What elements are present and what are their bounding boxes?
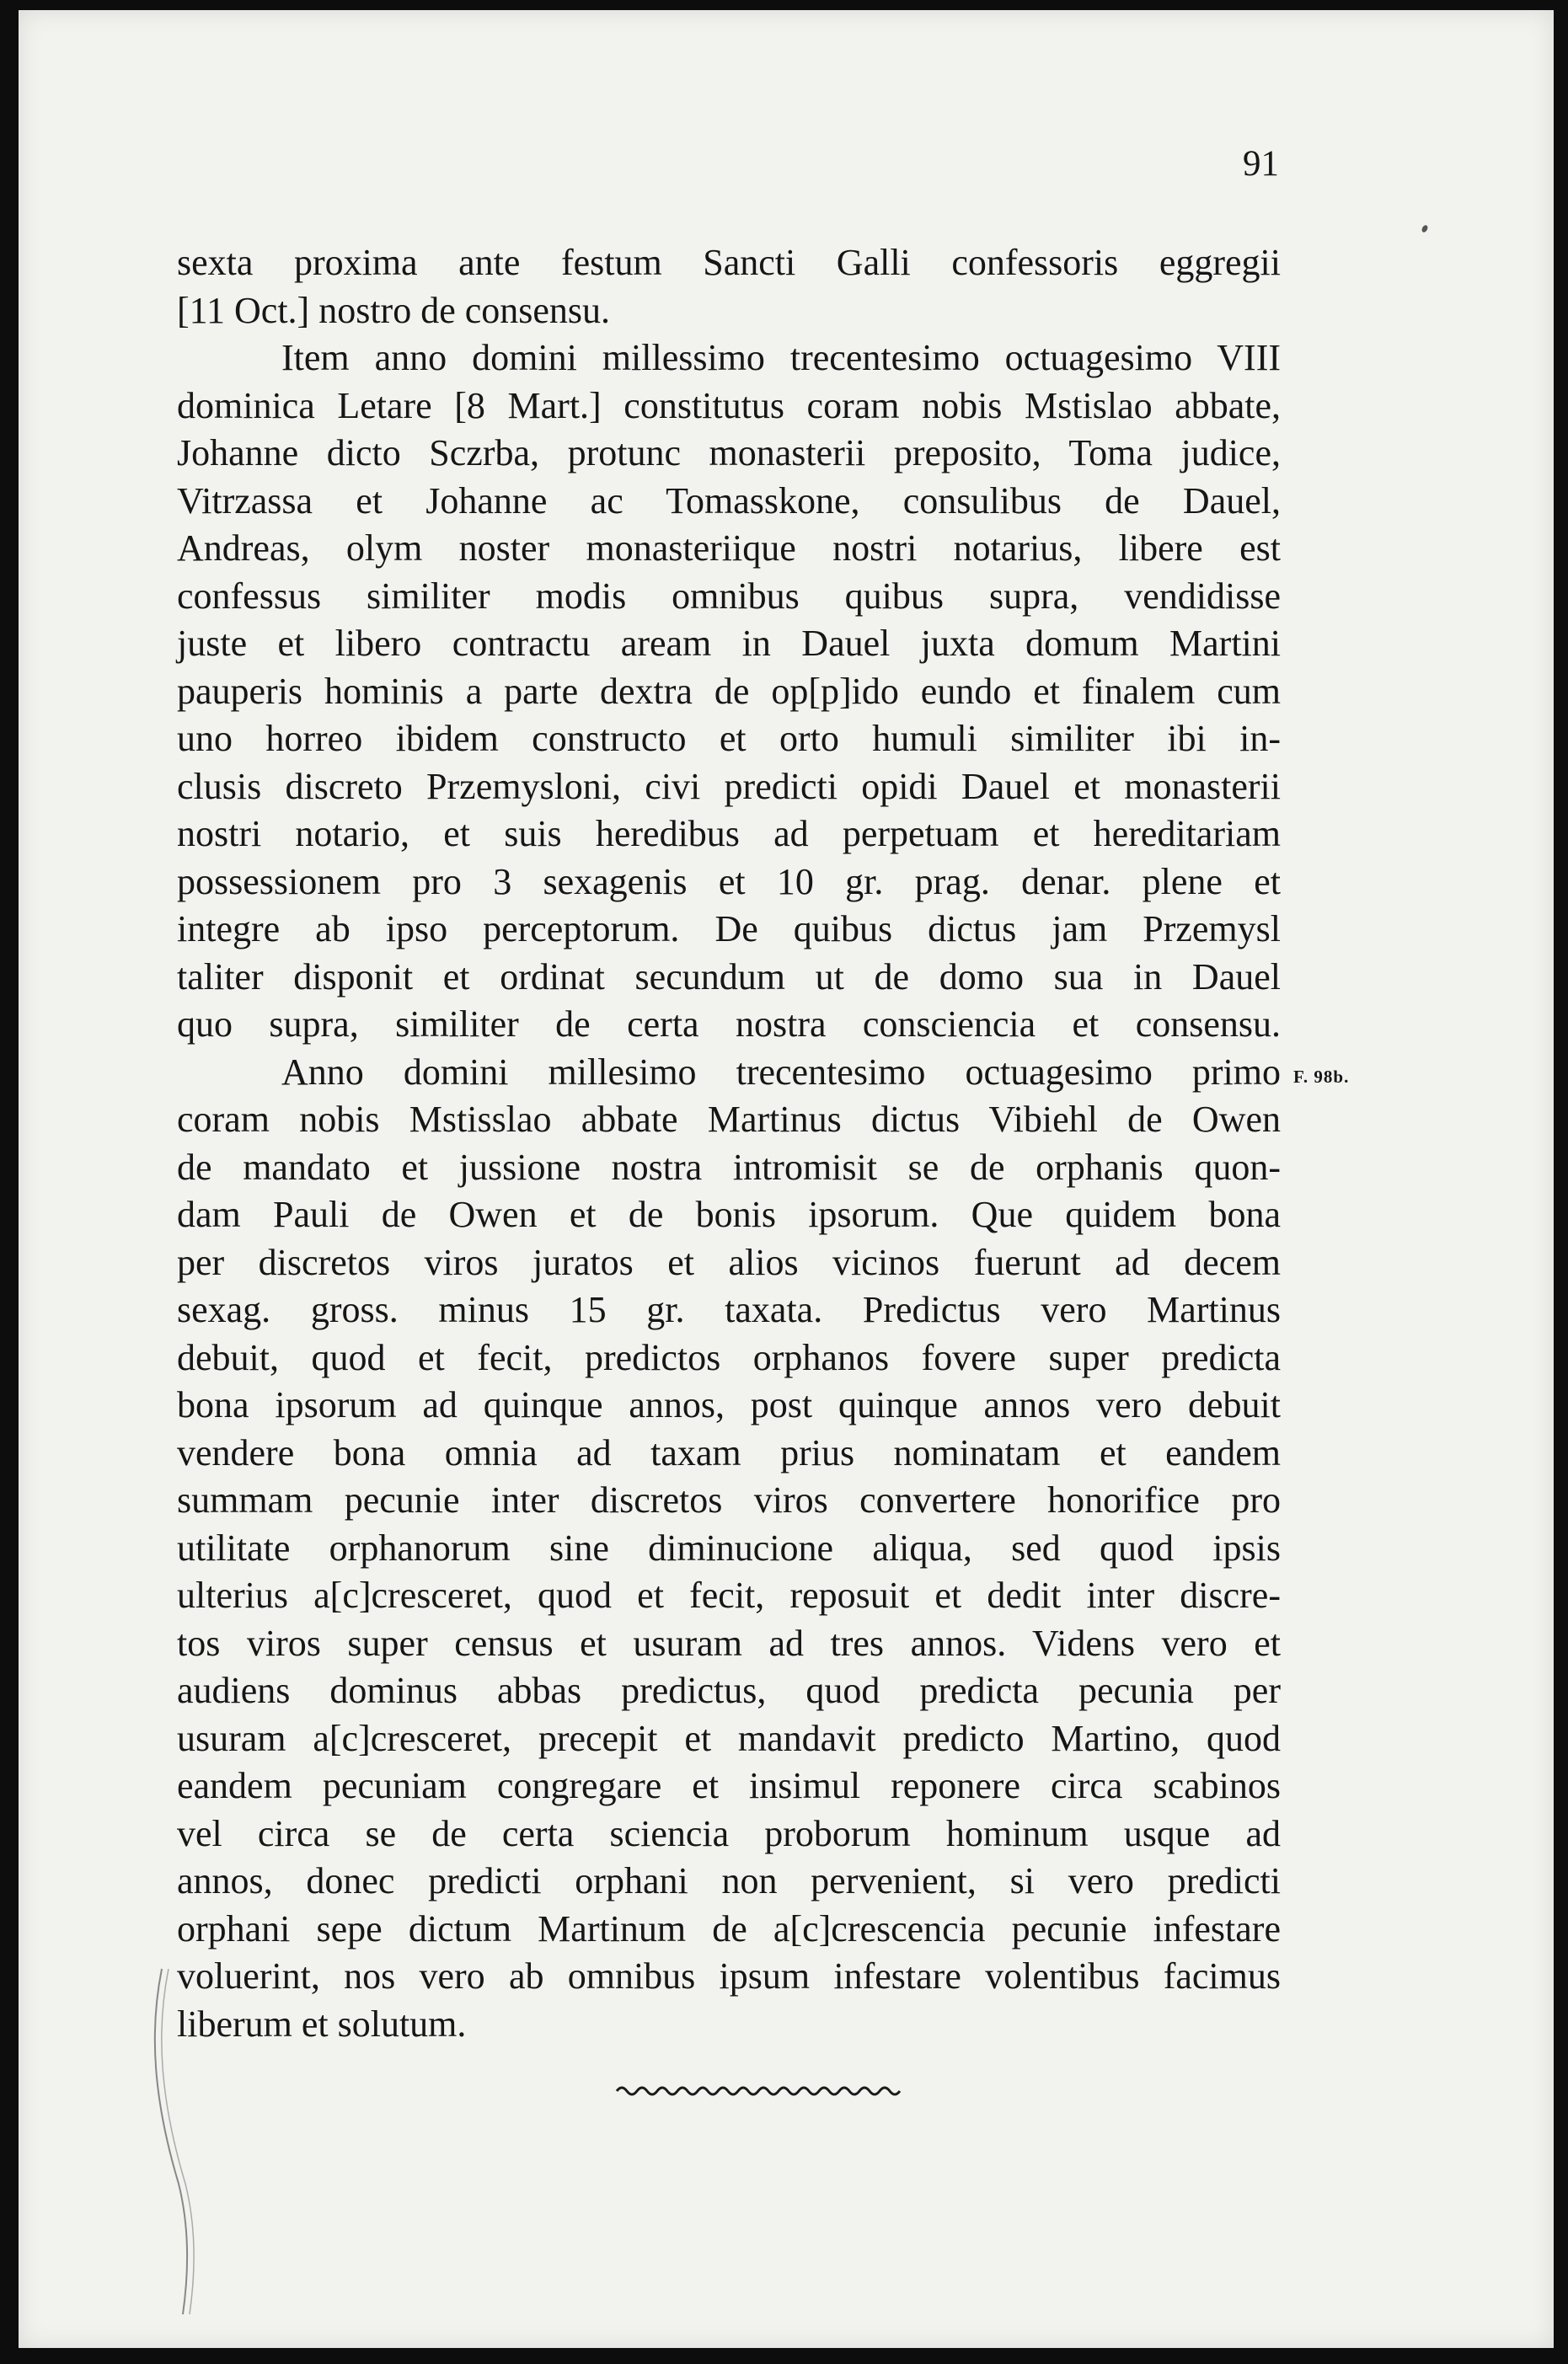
text-line: audiens dominus abbas predictus, quod predicta pecunia per [177,1670,1281,1711]
text-line: [11 Oct.] nostro de consensu. [177,289,611,331]
text-line: clusis discreto Przemysloni, civi predicti opidi Dauel et monasterii [177,765,1281,807]
text-line: uno horreo ibidem constructo et orto humuli similiter ibi in- [177,718,1281,759]
text-line: de mandato et jussione nostra intromisit se de orphanis quon- [177,1146,1281,1188]
text-line: integre ab ipso perceptorum. De quibus dictus jam Przemysl [177,908,1281,949]
text-line: bona ipsorum ad quinque annos, post quinque annos vero debuit [177,1384,1281,1425]
text-line: possessionem pro 3 sexagenis et 10 gr. prag. denar. plene et [177,860,1281,902]
text-line: coram nobis Mstisslao abbate Martinus dictus Vibiehl de Owen [177,1099,1281,1140]
text-line: utilitate orphanorum sine diminucione aliqua, sed quod ipsis [177,1527,1281,1569]
text-line: ulterius a[c]cresceret, quod et fecit, reposuit et dedit inter discre- [177,1575,1281,1616]
document-page [19,10,1554,2348]
text-line: vendere bona omnia ad taxam prius nominatam et eandem [177,1431,1281,1473]
text-line: Item anno domini millessimo trecentesimo octuagesimo VIII [281,337,1281,378]
text-line: Johanne dicto Sczrba, protunc monasterii preposito, Toma judice, [177,432,1281,473]
text-line: quo supra, similiter de certa nostra consciencia et consensu. [177,1003,1281,1045]
text-line: pauperis hominis a parte dextra de op[p]ido eundo et finalem cum [177,670,1281,712]
text-line: annos, donec predicti orphani non pervenient, si vero predicti [177,1860,1281,1901]
marginal-folio-note: F. 98b. [1293,1067,1350,1087]
text-line: tos viros super census et usuram ad tres annos. Videns vero et [177,1622,1281,1664]
text-line: Andreas, olym noster monasteriique nostri notarius, libere est [177,527,1281,569]
page-number: 91 [1243,144,1279,184]
text-line: juste et libero contractu aream in Dauel juxta domum Martini [177,623,1281,664]
text-line: eandem pecuniam congregare et insimul reponere circa scabinos [177,1765,1281,1806]
text-body [177,239,1281,2048]
text-line: per discretos viros juratos et alios vicinos fuerunt ad decem [177,1241,1281,1283]
text-line: vel circa se de certa sciencia proborum hominum usque ad [177,1812,1281,1854]
text-line: Vitrzassa et Johanne ac Tomasskone, consulibus de Dauel, [177,479,1281,521]
text-line: sexag. gross. minus 15 gr. taxata. Predictus vero Martinus [177,1289,1281,1330]
text-line: liberum et solutum. [177,2003,467,2045]
text-line: summam pecunie inter discretos viros convertere honorifice pro [177,1479,1281,1521]
text-line: voluerint, nos vero ab omnibus ipsum infestare volentibus facimus [177,1955,1281,1997]
text-line: dominica Letare [8 Mart.] constitutus coram nobis Mstislao abbate, [177,384,1281,426]
text-line: taliter disponit et ordinat secundum ut de domo sua in Dauel [177,955,1281,997]
text-line: usuram a[c]cresceret, precepit et mandavit predicto Martino, quod [177,1717,1281,1759]
ink-speck [1421,224,1429,233]
text-line: dam Pauli de Owen et de bonis ipsorum. Que quidem bona [177,1194,1281,1235]
page-edge-mark [145,1965,212,2319]
text-line: confessus similiter modis omnibus quibus supra, vendidisse [177,575,1281,617]
text-line: nostri notario, et suis heredibus ad perpetuam et hereditariam [177,813,1281,854]
text-line: debuit, quod et fecit, predictos orphanos fovere super predicta [177,1336,1281,1378]
text-line: sexta proxima ante festum Sancti Galli confessoris eggregii [177,242,1281,283]
section-divider-ornament [615,2079,902,2101]
text-line: Anno domini millesimo trecentesimo octuagesimo primo [281,1051,1281,1093]
text-line: orphani sepe dictum Martinum de a[c]crescencia pecunie infestare [177,1907,1281,1949]
